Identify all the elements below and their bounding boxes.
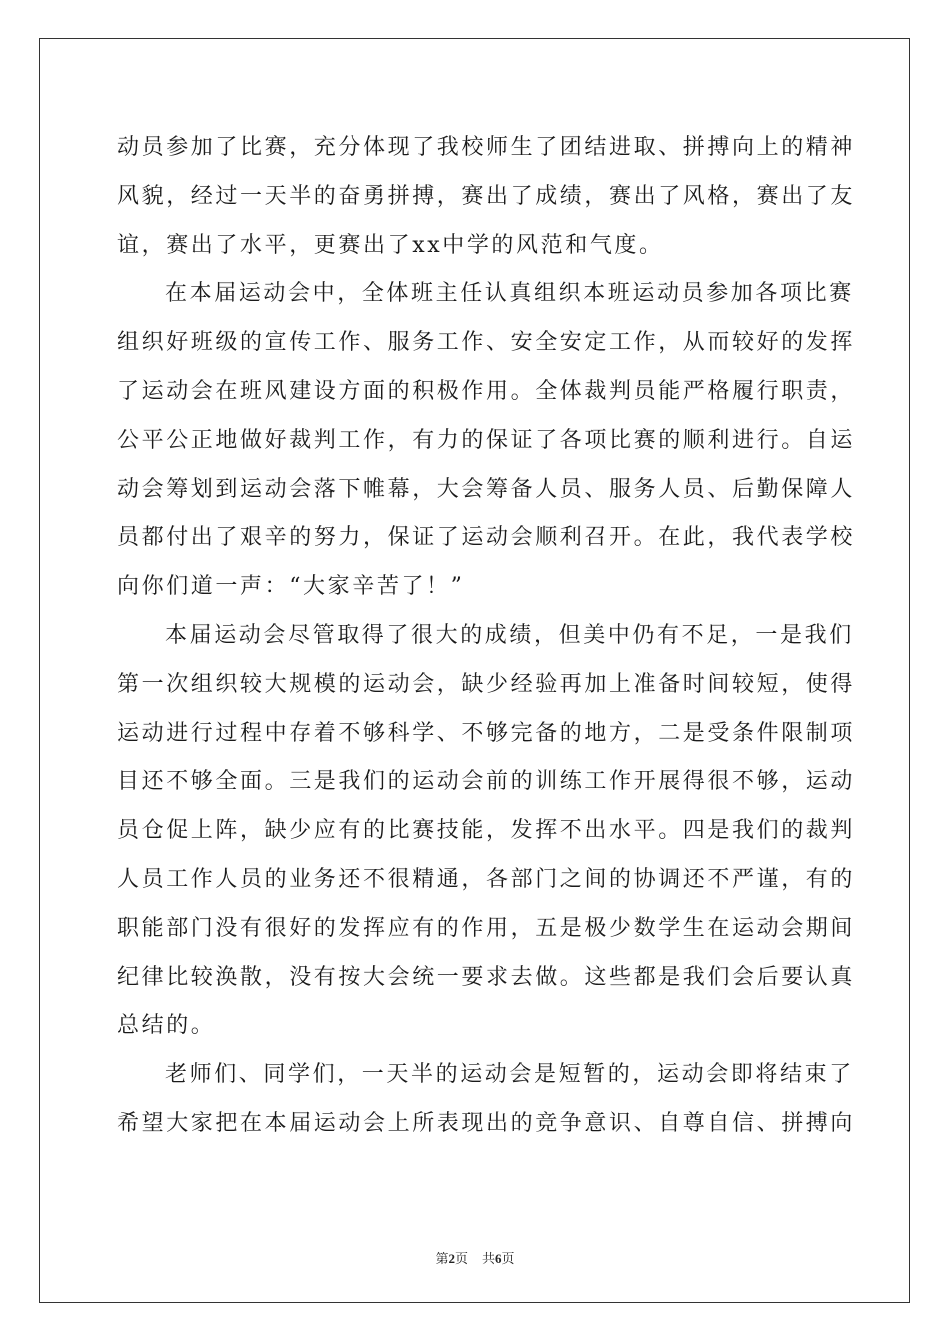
- text-line: 职能部门没有很好的发挥应有的作用，五是极少数学生在运动会期间: [117, 915, 856, 941]
- text-line: 公平公正地做好裁判工作，有力的保证了各项比赛的顺利进行。自运: [117, 427, 856, 453]
- paragraph: [117, 124, 856, 270]
- text-line: 希望大家把在本届运动会上所表现出的竞争意识、自尊自信、拼搏向: [117, 1110, 856, 1136]
- page-prefix: 第: [435, 1252, 449, 1267]
- page-suffix: 页: [454, 1252, 468, 1267]
- paragraph: [117, 612, 856, 1051]
- text-line: 运动进行过程中存着不够科学、不够完备的地方，二是受条件限制项: [117, 720, 856, 746]
- total-pages: 6: [495, 1251, 502, 1266]
- total-prefix: 共: [482, 1252, 496, 1267]
- text-line: 在本届运动会中，全体班主任认真组织本班运动员参加各项比赛: [165, 281, 854, 307]
- page-number: 2: [448, 1251, 455, 1266]
- text-line: 第一次组织较大规模的运动会，缺少经验再加上准备时间较短，使得: [117, 671, 856, 697]
- text-line: 组织好班级的宣传工作、服务工作、安全安定工作，从而较好的发挥: [117, 330, 856, 356]
- page-footer: [0, 1248, 950, 1267]
- text-line: 本届运动会尽管取得了很大的成绩，但美中仍有不足，一是我们: [165, 622, 854, 648]
- text-line: 向你们道一声：“大家辛苦了！”: [117, 574, 465, 600]
- text-line: 动员参加了比赛，充分体现了我校师生了团结进取、拼搏向上的精神: [117, 135, 856, 160]
- total-suffix: 页: [501, 1252, 515, 1267]
- text-line: 员仓促上阵，缺少应有的比赛技能，发挥不出水平。四是我们的裁判: [117, 818, 856, 844]
- text-line: 员都付出了艰辛的努力，保证了运动会顺利召开。在此，我代表学校: [117, 525, 856, 551]
- paragraph: [117, 1051, 856, 1149]
- text-line: 谊，赛出了水平，更赛出了xx中学的风范和气度。: [117, 232, 664, 258]
- paragraph: [117, 270, 856, 612]
- document-body: [117, 124, 856, 1149]
- text-line: 纪律比较涣散，没有按大会统一要求去做。这些都是我们会后要认真: [117, 964, 856, 990]
- text-line: 动会筹划到运动会落下帷幕，大会筹备人员、服务人员、后勤保障人: [117, 476, 856, 502]
- text-line: 目还不够全面。三是我们的运动会前的训练工作开展得很不够，运动: [117, 769, 856, 795]
- text-line: 老师们、同学们，一天半的运动会是短暂的，运动会即将结束了: [165, 1062, 854, 1088]
- text-line: 风貌，经过一天半的奋勇拼搏，赛出了成绩，赛出了风格，赛出了友: [117, 183, 856, 209]
- text-line: 总结的。: [117, 1013, 216, 1039]
- text-line: 人员工作人员的业务还不很精通，各部门之间的协调还不严谨，有的: [117, 866, 856, 892]
- text-line: 了运动会在班风建设方面的积极作用。全体裁判员能严格履行职责，: [117, 378, 856, 404]
